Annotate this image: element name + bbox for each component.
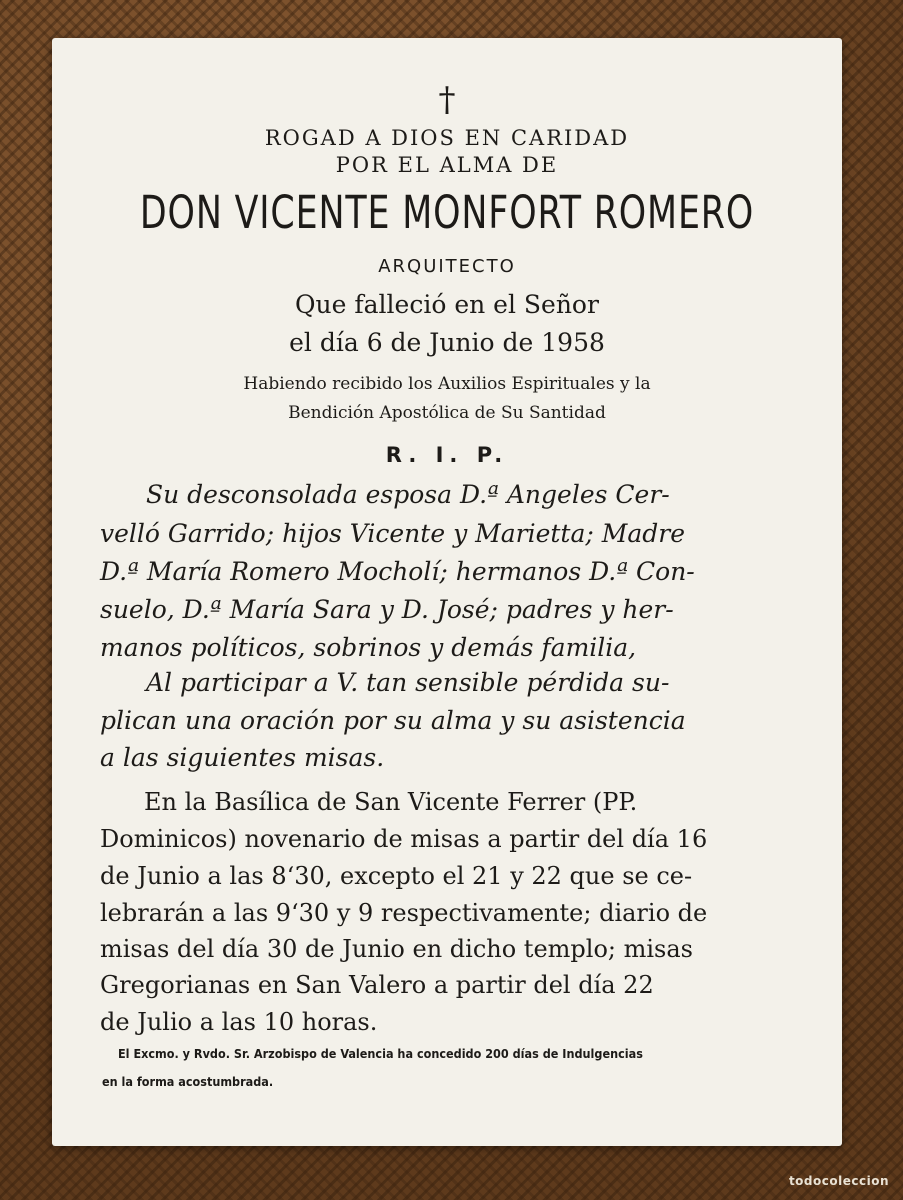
family-line: Al participar a V. tan sensible pérdida su-: [146, 668, 670, 697]
cross-icon: †: [438, 80, 456, 120]
deceased-name: DON VICENTE MONFORT ROMERO: [139, 186, 755, 239]
mass-line: lebrarán a las 9‘30 y 9 respectivamente; diario de: [100, 899, 708, 927]
rip-text: R. I. P.: [385, 443, 509, 467]
mass-line: misas del día 30 de Junio en dicho templo; misas: [100, 935, 693, 963]
mass-line: Gregorianas en San Valero a partir del día 22: [100, 971, 654, 999]
watermark: todocoleccion: [788, 1174, 889, 1188]
indulgence-line-2: en la forma acostumbrada.: [102, 1074, 274, 1089]
indulgence-line-1: El Excmo. y Rvdo. Sr. Arzobispo de Valencia ha concedido 200 días de Indulgencias: [118, 1046, 643, 1061]
header-line-2: POR EL ALMA DE: [335, 153, 559, 177]
mass-line: de Junio a las 8‘30, excepto el 21 y 22 que se ce-: [100, 862, 693, 890]
family-line: velló Garrido; hijos Vicente y Marietta; Madre: [100, 519, 686, 548]
death-line-1: Que falleció en el Señor: [295, 290, 599, 319]
profession: ARQUITECTO: [378, 256, 516, 277]
family-line: manos políticos, sobrinos y demás familia,: [100, 633, 637, 662]
family-line: D.ª María Romero Mocholí; hermanos D.ª Con-: [100, 557, 695, 586]
sacraments-line-1: Habiendo recibido los Auxilios Espirituales y la: [243, 374, 651, 394]
sacraments-line-2: Bendición Apostólica de Su Santidad: [288, 403, 606, 423]
header-line-1: ROGAD A DIOS EN CARIDAD: [264, 126, 630, 150]
family-line: Su desconsolada esposa D.ª Angeles Cer-: [146, 480, 670, 509]
death-date-line: el día 6 de Junio de 1958: [289, 328, 605, 357]
mass-line: de Julio a las 10 horas.: [100, 1008, 378, 1036]
family-line: suelo, D.ª María Sara y D. José; padres y her-: [100, 595, 674, 624]
funeral-card: [52, 38, 842, 1146]
family-line: a las siguientes misas.: [100, 743, 385, 772]
family-line: plican una oración por su alma y su asistencia: [100, 706, 686, 735]
mass-line: En la Basílica de San Vicente Ferrer (PP.: [144, 788, 638, 816]
mass-line: Dominicos) novenario de misas a partir del día 16: [100, 825, 708, 853]
